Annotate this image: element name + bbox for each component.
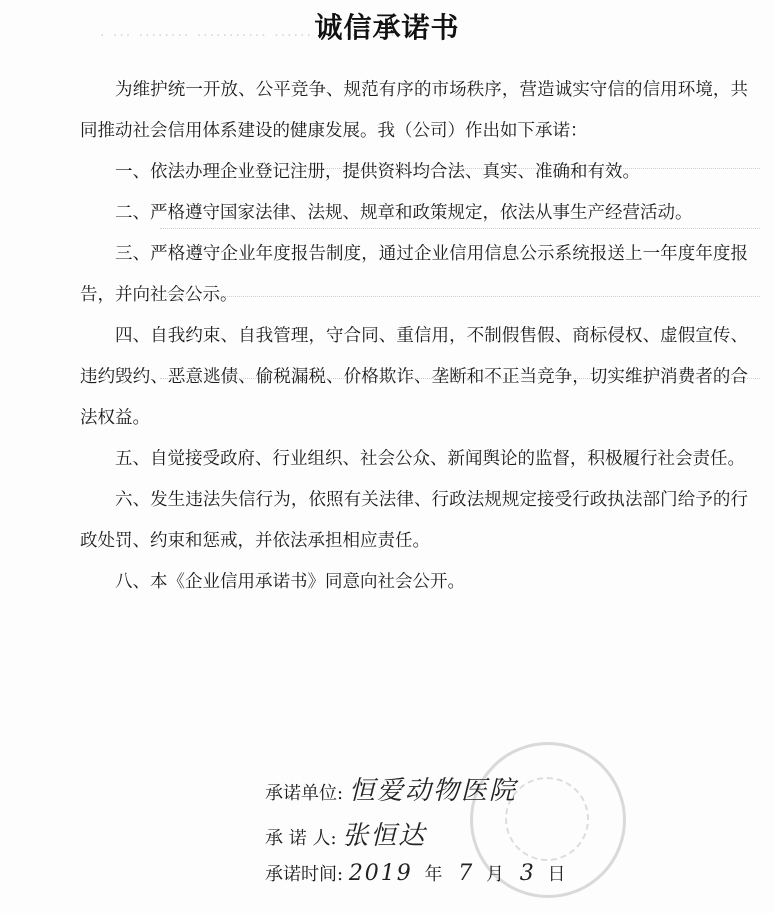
paragraph-1: 一、依法办理企业登记注册，提供资料均合法、真实、准确和有效。 xyxy=(115,162,640,182)
signature-date-day: 3 xyxy=(519,861,536,886)
signature-date-label: 承诺时间: xyxy=(265,864,344,885)
document-title: 诚信承诺书 xyxy=(314,11,460,44)
signature-date-month-unit: 月 xyxy=(486,864,505,885)
paragraph-8: 八、本《企业信用承诺书》同意向社会公开。 xyxy=(115,572,465,592)
signature-unit-label: 承诺单位: xyxy=(265,783,344,804)
signature-person-handwriting: 张恒达 xyxy=(342,821,427,851)
signature-date-day-unit: 日 xyxy=(547,864,566,885)
faint-seal-inner-icon xyxy=(505,777,589,861)
signature-date-row xyxy=(265,860,565,886)
signature-unit-handwriting: 恒爱动物医院 xyxy=(348,776,517,806)
paragraph-2: 二、严格遵守国家法律、法规、规章和政策规定，依法从事生产经营活动。 xyxy=(115,203,693,223)
paragraph-5: 五、自觉接受政府、行业组织、社会公众、新闻舆论的监督，积极履行社会责任。 xyxy=(115,449,745,469)
signature-date-month: 7 xyxy=(458,861,475,886)
paragraph-intro: 为维护统一开放、公平竞争、规范有序的市场秩序，营造诚实守信的信用环境，共同推动社会信用体系建设的健康发展。我（公司）作出如下承诺： xyxy=(80,80,748,141)
signature-person-row xyxy=(265,815,426,852)
document-body xyxy=(80,70,748,603)
signature-date-year: 2019 xyxy=(348,861,413,886)
paragraph-3: 三、严格遵守企业年度报告制度，通过企业信用信息公示系统报送上一年度年度报告，并向社会公示。 xyxy=(80,244,748,305)
signature-unit-row xyxy=(265,770,517,807)
paragraph-4: 四、自我约束、自我管理，守合同、重信用，不制假售假、商标侵权、虚假宣传、违约毁约、恶意逃债、偷税漏税、价格欺诈、垄断和不正当竞争，切实维护消费者的合法权益。 xyxy=(80,326,748,428)
bleed-through-text: ··· ········ ······ ··········· ········ ··· · xyxy=(98,28,395,44)
signature-date-year-unit: 年 xyxy=(424,864,443,885)
paragraph-6: 六、发生违法失信行为，依照有关法律、行政法规规定接受行政执法部门给予的行政处罚、约束和惩戒，并依法承担相应责任。 xyxy=(80,490,748,551)
signature-person-label: 承 诺 人: xyxy=(265,828,337,849)
